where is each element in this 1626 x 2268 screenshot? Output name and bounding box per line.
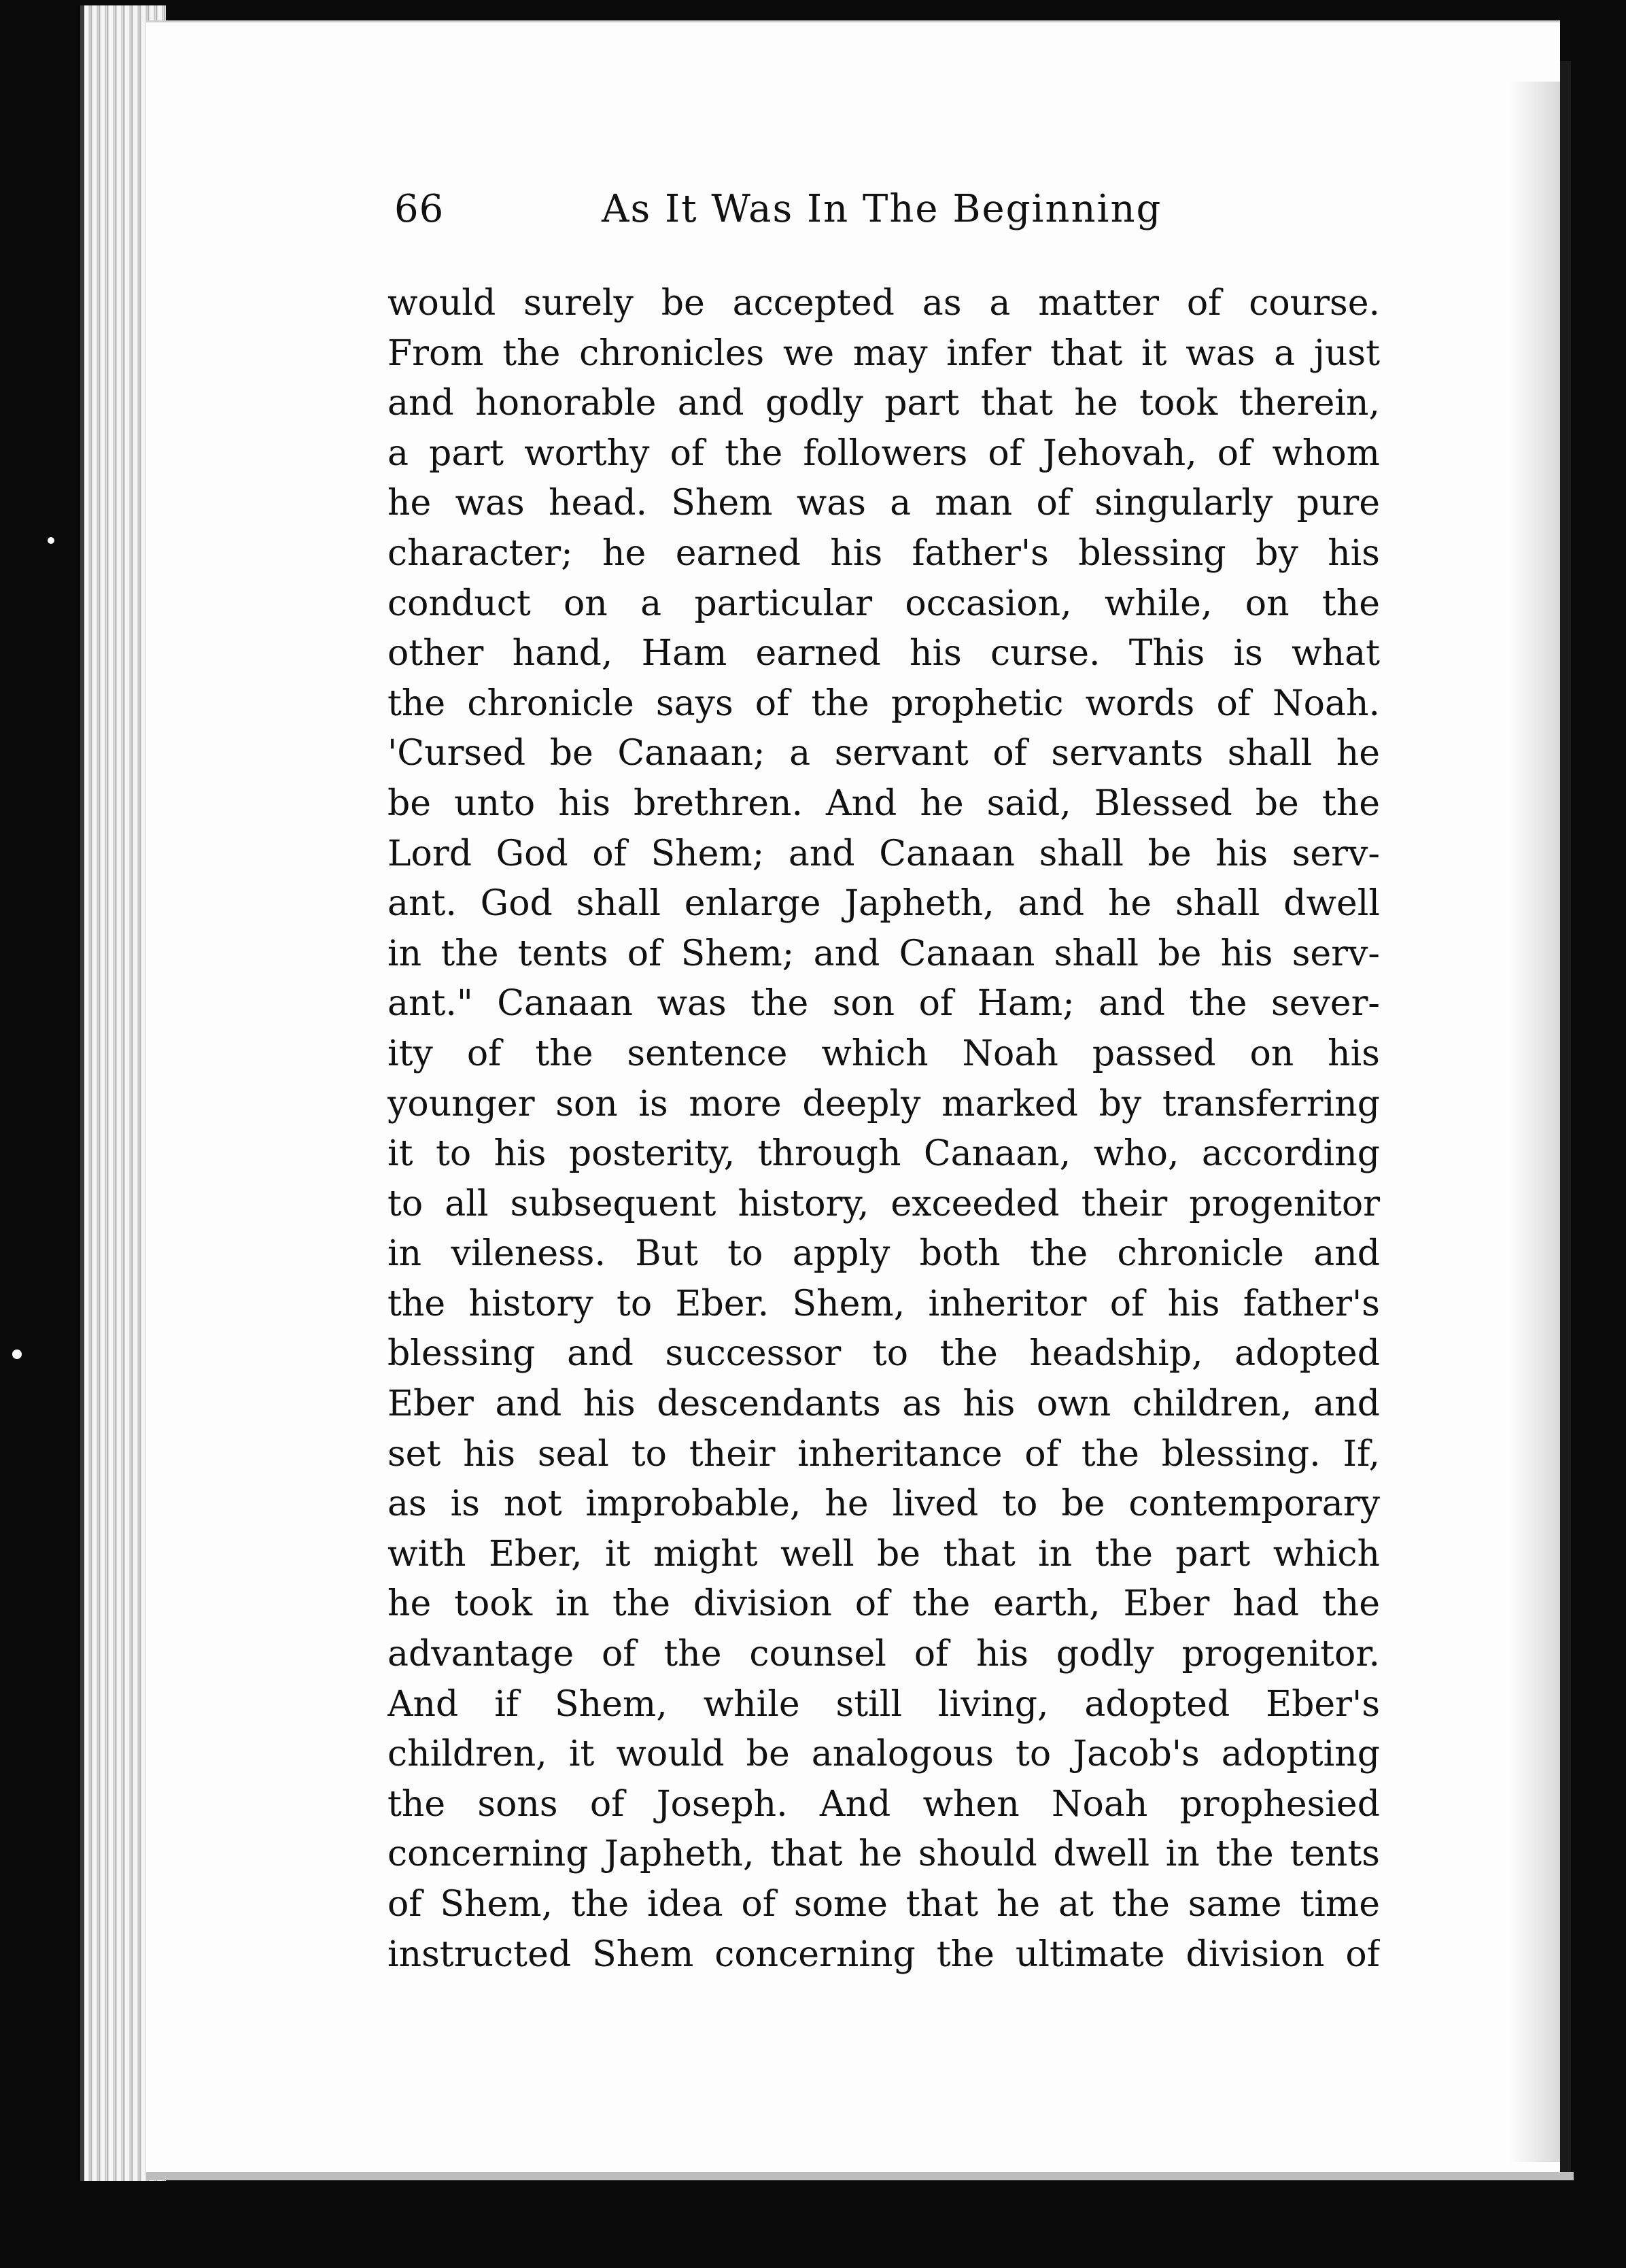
text-line: Lord God of Shem; and Canaan shall be his serv-	[387, 833, 1380, 874]
text-line: as is not improbable, he lived to be contemporary	[387, 1483, 1380, 1525]
page-bottom-edge	[146, 2172, 1574, 2180]
text-line: concerning Japheth, that he should dwell in the tents	[387, 1834, 1380, 1875]
page-right-edge	[1560, 61, 1571, 2176]
running-header	[394, 187, 1563, 241]
page-gutter-shadow	[1509, 82, 1560, 2162]
text-line: ity of the sentence which Noah passed on his	[387, 1033, 1380, 1074]
text-line: set his seal to their inheritance of the blessing. If,	[387, 1433, 1380, 1475]
text-line: conduct on a particular occasion, while, on the	[387, 583, 1380, 624]
text-line: it to his posterity, through Canaan, who, according	[387, 1133, 1380, 1175]
text-line: ant. God shall enlarge Japheth, and he shall dwell	[387, 883, 1380, 925]
text-line: 'Cursed be Canaan; a servant of servants shall he	[387, 733, 1380, 774]
text-line: instructed Shem concerning the ultimate division of	[387, 1934, 1380, 1975]
text-line: And if Shem, while still living, adopted Eber's	[387, 1683, 1380, 1725]
body-text	[387, 279, 1380, 1980]
text-line: a part worthy of the followers of Jehovah, of whom	[387, 432, 1380, 474]
text-line: would surely be accepted as a matter of course.	[387, 283, 1380, 324]
text-line: of Shem, the idea of some that he at the same time	[387, 1884, 1380, 1925]
text-line: other hand, Ham earned his curse. This is what	[387, 633, 1380, 674]
text-line: children, it would be analogous to Jacob's adopting	[387, 1734, 1380, 1775]
text-line: the sons of Joseph. And when Noah prophesied	[387, 1783, 1380, 1825]
text-line: the chronicle says of the prophetic words of Noah.	[387, 683, 1380, 724]
scan-speck	[48, 537, 54, 544]
text-line: be unto his brethren. And he said, Blessed be the	[387, 783, 1380, 824]
text-line: blessing and successor to the headship, adopted	[387, 1333, 1380, 1375]
text-line: and honorable and godly part that he took therein,	[387, 383, 1380, 424]
text-line: the history to Eber. Shem, inheritor of his father's	[387, 1283, 1380, 1324]
text-line: ant." Canaan was the son of Ham; and the sever-	[387, 983, 1380, 1025]
text-line: with Eber, it might well be that in the part which	[387, 1533, 1380, 1575]
text-line: advantage of the counsel of his godly progenitor.	[387, 1634, 1380, 1675]
text-line: he took in the division of the earth, Eber had the	[387, 1583, 1380, 1625]
page-number: 66	[394, 187, 445, 231]
scan-speck	[12, 1350, 22, 1359]
text-line: character; he earned his father's blessing by his	[387, 532, 1380, 574]
text-line: to all subsequent history, exceeded their progenitor	[387, 1183, 1380, 1224]
text-line: Eber and his descendants as his own children, and	[387, 1384, 1380, 1425]
text-line: he was head. Shem was a man of singularly pure	[387, 483, 1380, 524]
text-line: in vileness. But to apply both the chronicle and	[387, 1233, 1380, 1275]
text-line: From the chronicles we may infer that it was a just	[387, 332, 1380, 374]
running-title: As It Was In The Beginning	[602, 187, 1162, 231]
text-line: in the tents of Shem; and Canaan shall be his serv-	[387, 933, 1380, 974]
text-line: younger son is more deeply marked by transferring	[387, 1083, 1380, 1124]
